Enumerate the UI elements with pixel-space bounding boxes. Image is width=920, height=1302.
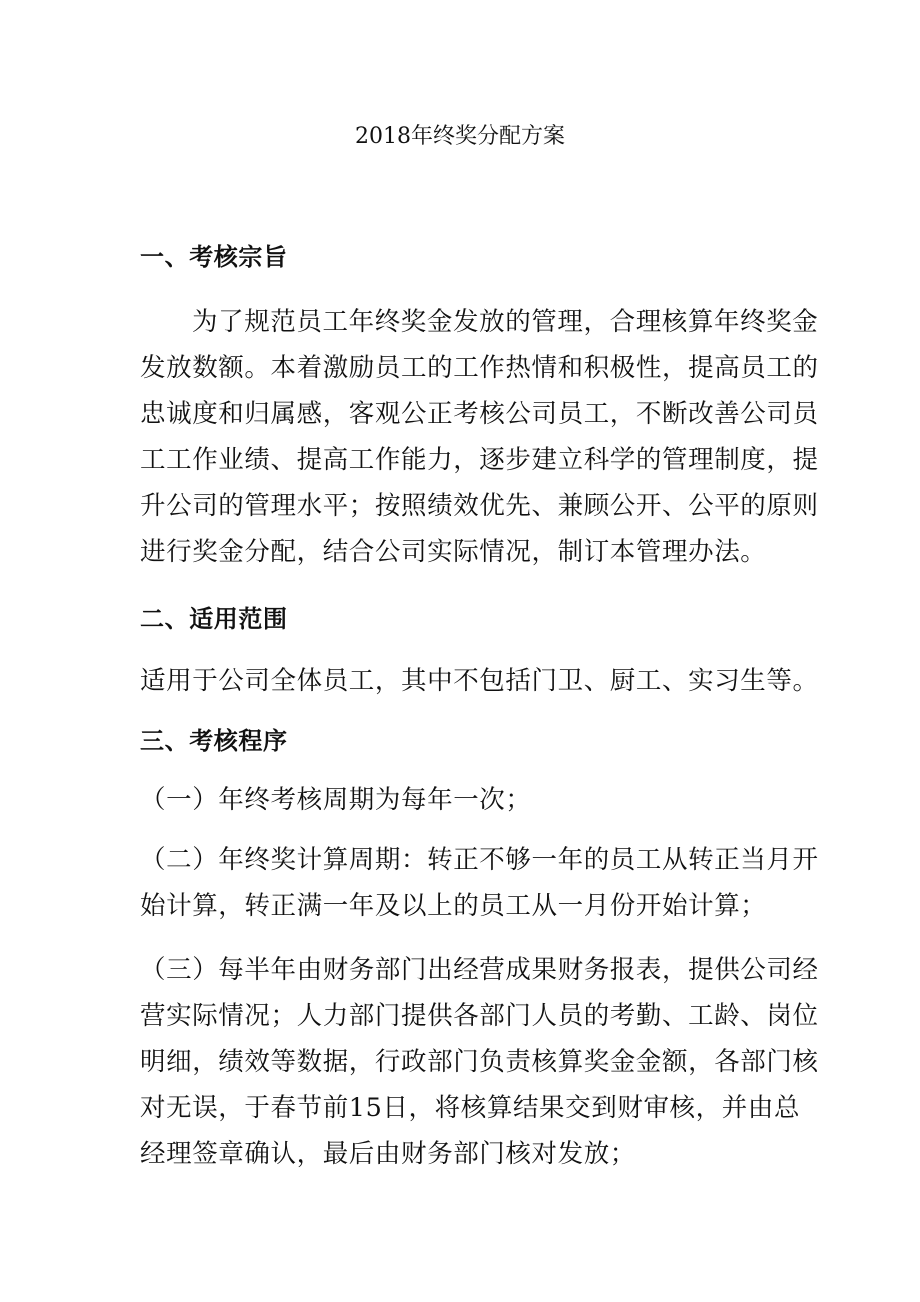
paragraph-line: （三）每半年由财务部门出经营成果财务报表，提供公司经 [140,955,819,985]
document-title: 2018年终奖分配方案 [355,124,565,149]
paragraph-line: 对无误，于春节前15日，将核算结果交到财审核，并由总 [140,1093,801,1123]
section-heading-procedure: 三、考核程序 [140,726,288,755]
paragraph-line: 发放数额。本着激励员工的工作热情和积极性，提高员工的 [140,353,819,383]
procedure-item-3 [140,947,819,1177]
paragraph-line: 忠诚度和归属感，客观公正考核公司员工，不断改善公司员 [140,399,819,429]
document-body [140,0,819,1177]
section-heading-purpose: 一、考核宗旨 [140,242,288,271]
paragraph-line: 始计算，转正满一年及以上的员工从一月份开始计算； [140,891,767,921]
procedure-item-2 [140,837,819,929]
scope-paragraph: 适用于公司全体员工，其中不包括门卫、厨工、实习生等。 [140,666,819,696]
paragraph-line: （一）年终考核周期为每年一次； [140,785,532,815]
purpose-paragraph [140,299,819,575]
procedure-item-1 [140,777,790,823]
paragraph-line: 升公司的管理水平；按照绩效优先、兼顾公开、公平的原则 [140,491,819,521]
paragraph-line: 营实际情况；人力部门提供各部门人员的考勤、工龄、岗位 [140,1001,819,1031]
section-heading-scope: 二、适用范围 [140,604,288,633]
paragraph-line: 进行奖金分配，结合公司实际情况，制订本管理办法。 [140,537,767,567]
paragraph-line: 经理签章确认，最后由财务部门核对发放； [140,1139,636,1169]
paragraph-line: （二）年终奖计算周期：转正不够一年的员工从转正当月开 [140,845,819,875]
paragraph-line: 工工作业绩、提高工作能力，逐步建立科学的管理制度，提 [140,445,819,475]
paragraph-line: 明细，绩效等数据，行政部门负责核算奖金金额，各部门核 [140,1047,819,1077]
paragraph-line: 为了规范员工年终奖金发放的管理，合理核算年终奖金 [192,307,819,337]
